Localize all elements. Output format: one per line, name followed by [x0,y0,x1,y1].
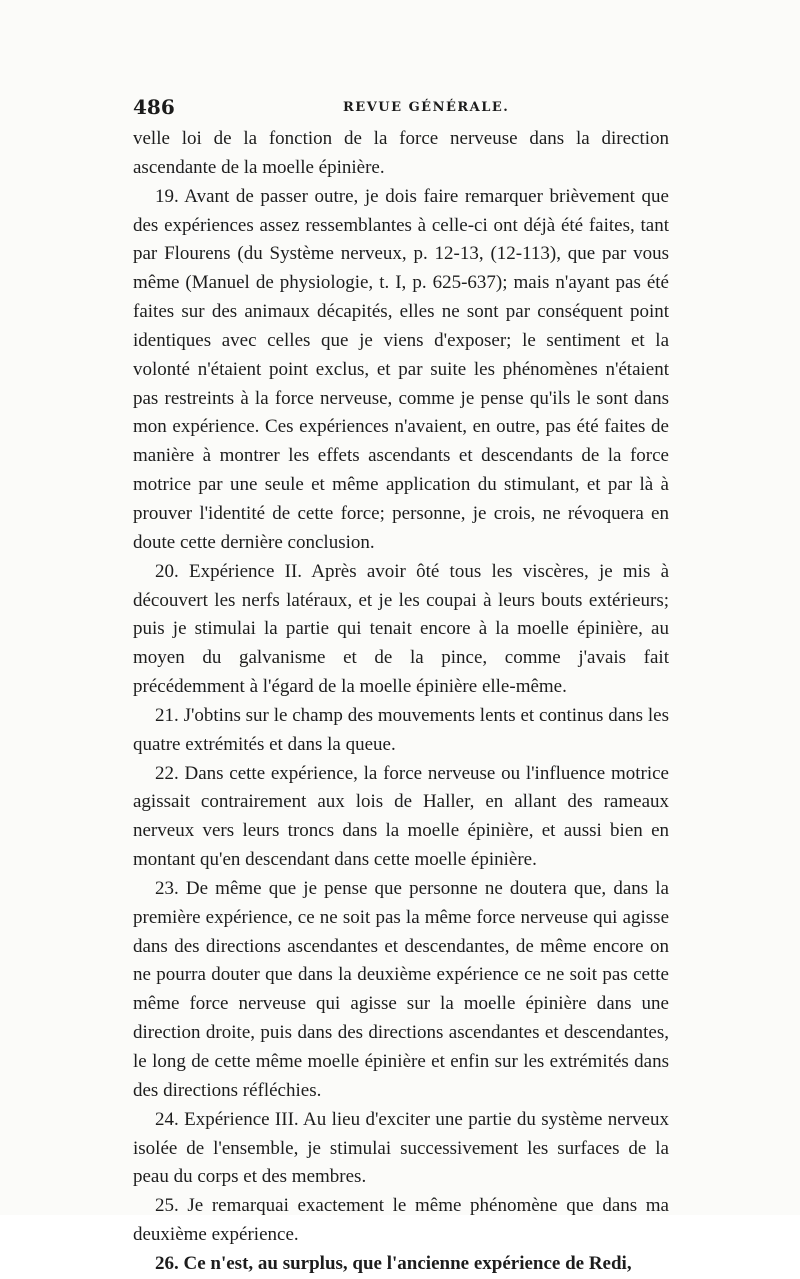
paragraph-24: 24. Expérience III. Au lieu d'exciter une partie du système nerveux isolée de l'ensemble, je stimulai successivement les surfaces de la peau du corps et des membres. [133,1108,669,1188]
paragraph-26: 26. Ce n'est, au surplus, que l'ancienne expérience de Redi, [155,1252,632,1274]
paragraph-20: 20. Expérience II. Après avoir ôté tous les viscères, je mis à découvert les nerfs latéraux, et je les coupai à leurs bouts extérieurs; puis je stimulai la partie qui tenait encore à la moelle épinière, au moyen du galvanisme et de la pince, comme j'avais fait précédemment à l'égard de la moelle épinière elle-même. [133,560,669,698]
paragraph-21: 21. J'obtins sur le champ des mouvements lents et continus dans les quatre extrémités et dans la queue. [133,704,669,755]
paragraph-19: 19. Avant de passer outre, je dois faire remarquer brièvement que des expériences assez ressemblantes à celle-ci ont déjà été faites, tant par Flourens (du Système nerveux, p. 12-13, (12-113), que par vous même (Manuel de physiologie, t. I, p. 625-637); mais n'ayant pas été faites sur des animaux décapités, elles ne sont par conséquent point identiques avec celles que je viens d'exposer; le sentiment et la volonté n'étaient point exclus, et par suite les phénomènes n'étaient pas restreints à la force nerveuse, comme je pense qu'ils le sont dans mon expérience. Ces expériences n'avaient, en outre, pas été faites de manière à montrer les effets ascendants et descendants de la force motrice par une seule et même application du stimulant, et par là à prouver l'identité de cette force; personne, je crois, ne révoquera en doute cette dernière conclusion. [133,185,669,553]
paragraph-continuation: velle loi de la fonction de la force nerveuse dans la direction ascendante de la moelle épinière. [133,128,669,178]
running-title: REVUE GÉNÉRALE. [343,100,510,115]
page-number: 486 [133,95,175,119]
body-text [133,125,669,1279]
paragraph-22: 22. Dans cette expérience, la force nerveuse ou l'influence motrice agissait contrairement aux lois de Haller, en allant des rameaux nerveux vers leurs troncs dans la moelle épinière, et aussi bien en montant qu'en descendant dans cette moelle épinière. [133,762,669,871]
paragraph-25: 25. Je remarquai exactement le même phénomène que dans ma deuxième expérience. [133,1195,669,1246]
page-header [133,95,673,121]
paragraph-23: 23. De même que je pense que personne ne doutera que, dans la première expérience, ce ne soit pas la même force nerveuse qui agisse dans des directions ascendantes et descendantes, de même encore on ne pourra douter que dans la deuxième expérience ce ne soit pas cette même force nerveuse qui agisse sur la moelle épinière dans une direction droite, puis dans des directions ascendantes et descendantes, le long de cette même moelle épinière et enfin sur les extrémités dans des directions réfléchies. [133,877,669,1101]
